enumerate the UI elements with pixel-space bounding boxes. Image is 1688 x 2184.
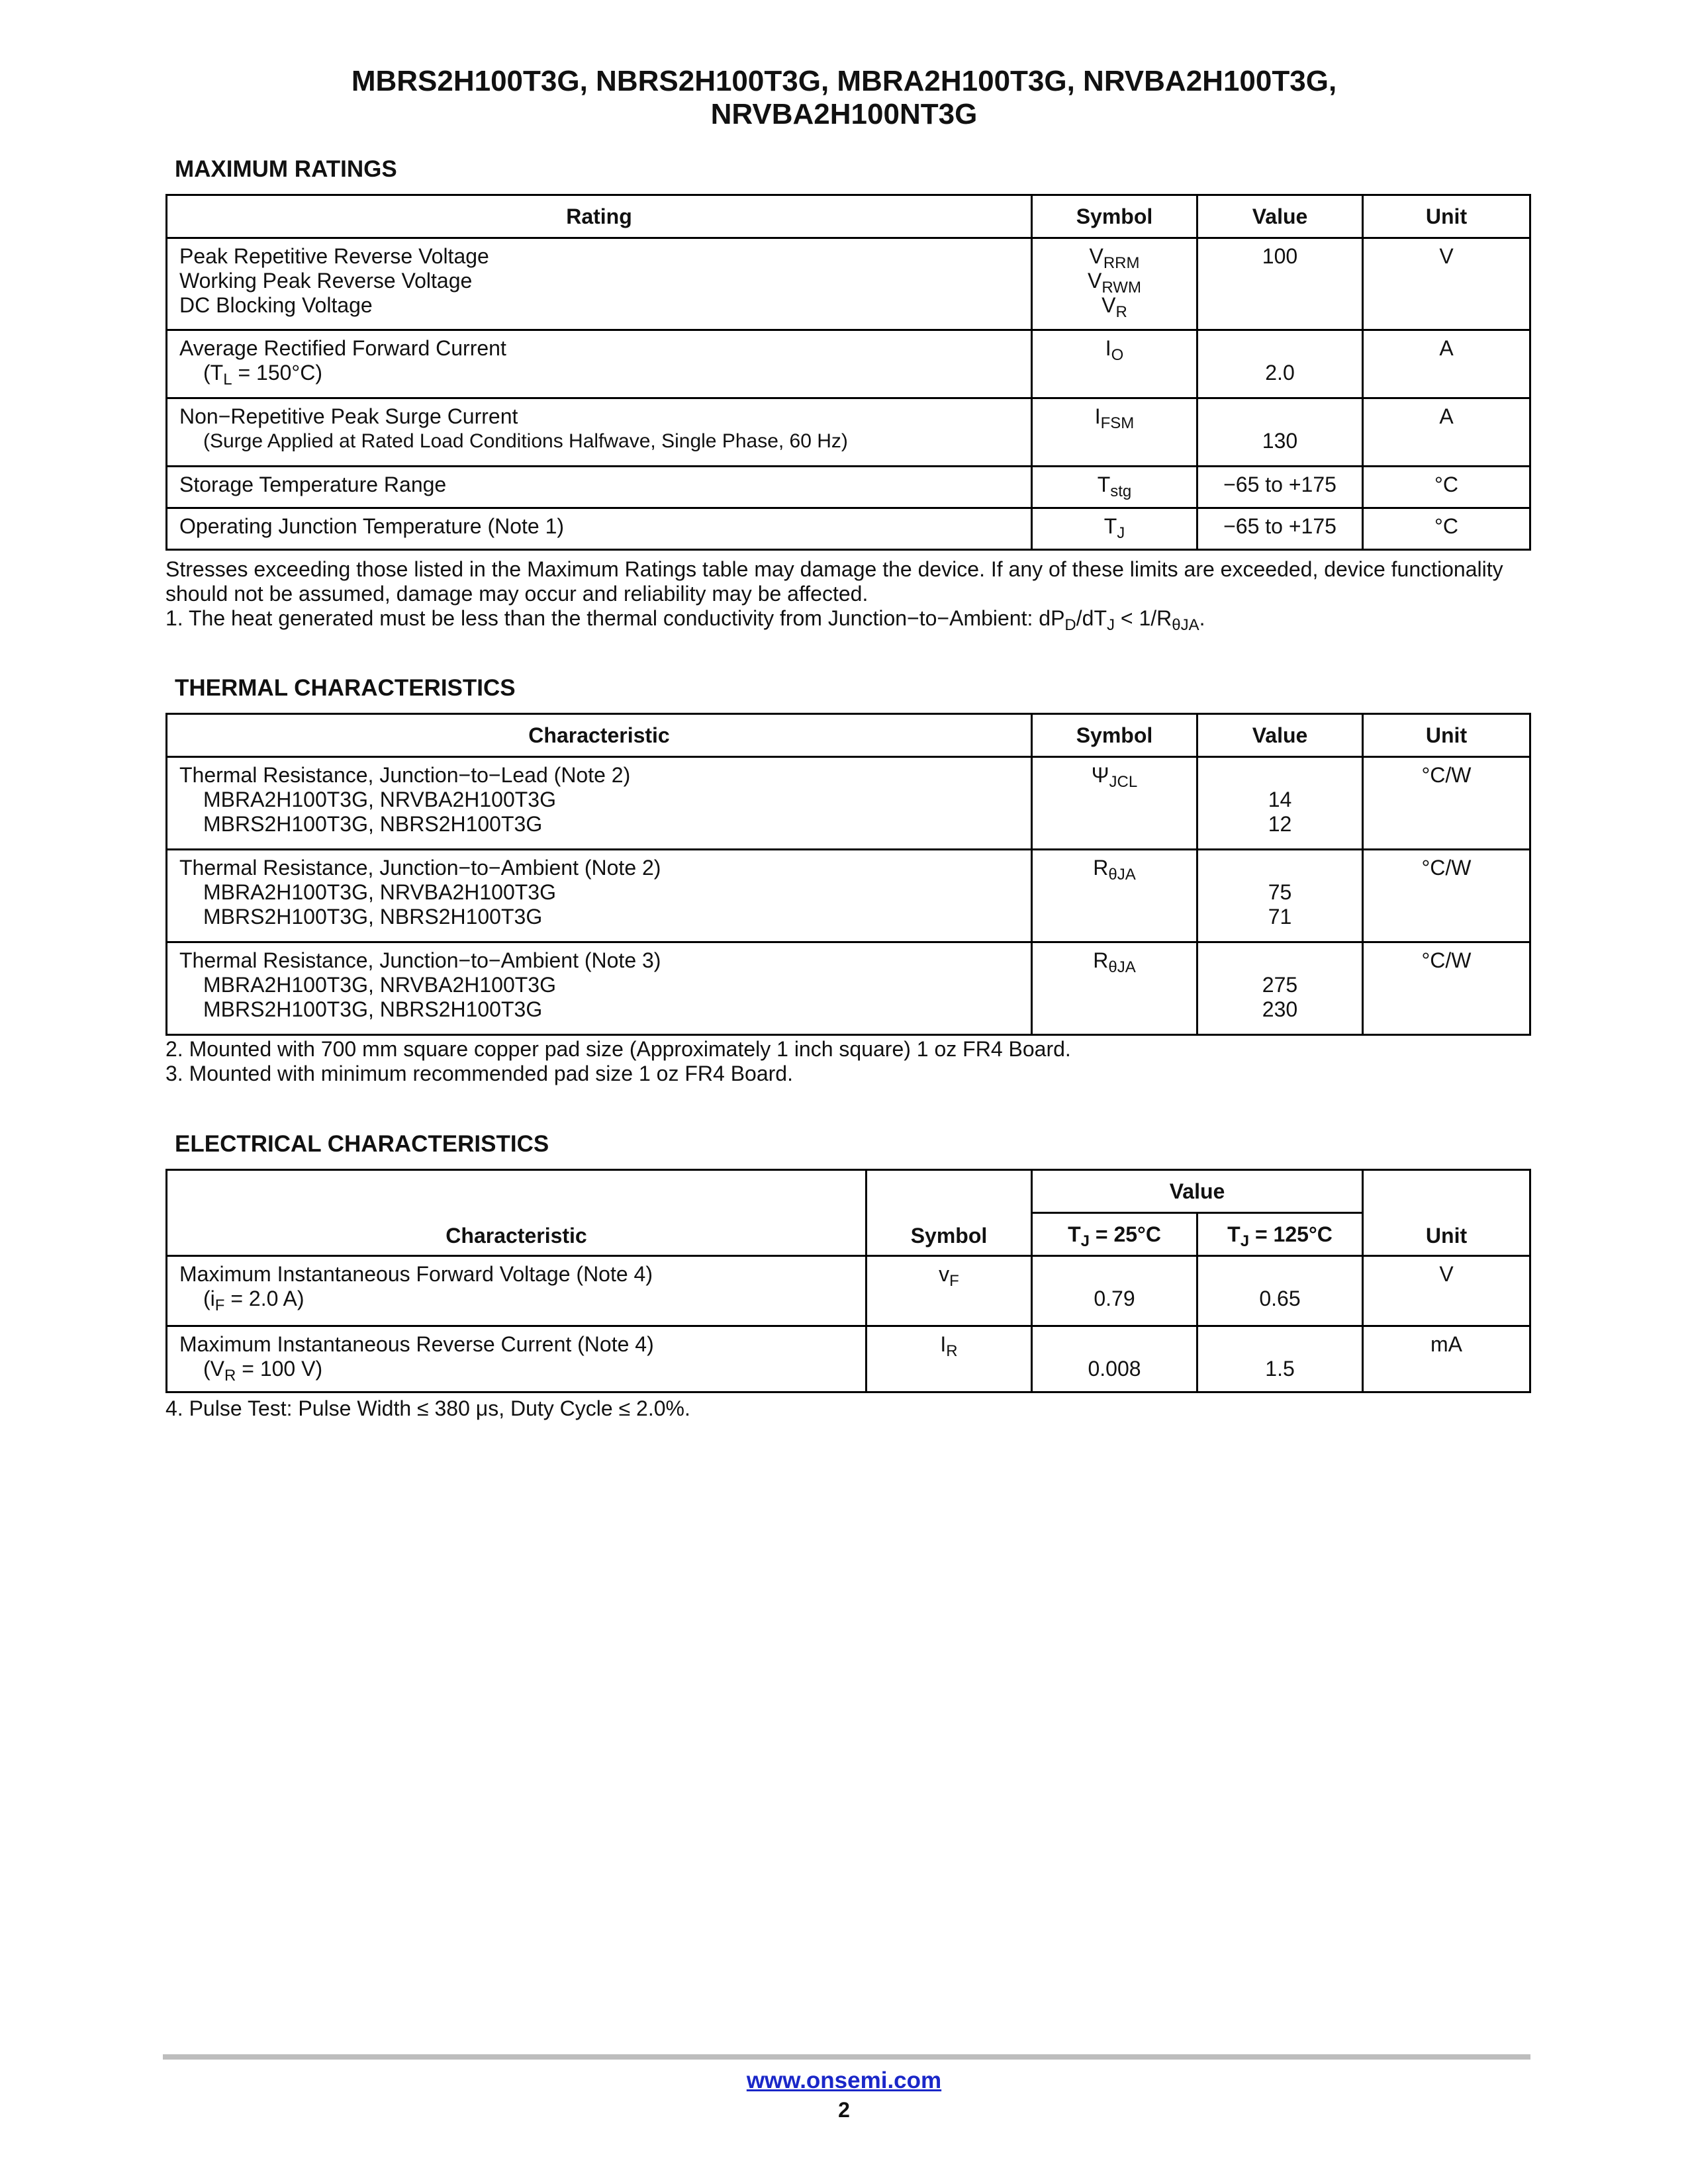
maximum-ratings-heading: MAXIMUM RATINGS — [175, 156, 397, 182]
table-row — [167, 942, 1530, 1035]
characteristic-label: Thermal Resistance, Junction−to−Lead (Note 2) — [179, 763, 631, 787]
col-unit: Unit — [1363, 195, 1530, 238]
symbol-cell: $R_{\theta JA}$ — [1093, 856, 1136, 884]
table-row — [167, 508, 1530, 550]
value-25-cell: 0.008 — [1088, 1357, 1141, 1381]
unit-cell: °C/W — [1421, 763, 1472, 787]
device-group: MBRS2H100T3G, NBRS2H100T3G — [203, 997, 543, 1021]
symbol-cell: $T_J$ — [1103, 514, 1125, 542]
value-cell: −65 to +175 — [1223, 514, 1336, 538]
value-cell: 75 71 — [1268, 880, 1292, 929]
symbol-cell: $I_R$ — [940, 1332, 958, 1360]
footer-divider — [163, 2054, 1530, 2060]
value-cell: 100 — [1262, 244, 1298, 268]
thermal-characteristics-table — [165, 713, 1531, 1036]
symbol-cell: $I_O$ — [1105, 336, 1124, 364]
rating-label: Storage Temperature Range — [179, 473, 447, 496]
electrical-characteristics-table — [165, 1169, 1531, 1393]
table-row — [167, 238, 1530, 330]
unit-cell: °C/W — [1421, 856, 1472, 880]
unit-cell: A — [1439, 336, 1454, 360]
col-symbol: Symbol — [1032, 195, 1197, 238]
footnote-3: 3. Mounted with minimum recommended pad size 1 oz FR4 Board. — [165, 1062, 793, 1085]
rating-label: Peak Repetitive Reverse Voltage — [179, 244, 489, 268]
device-group: MBRS2H100T3G, NBRS2H100T3G — [203, 905, 543, 929]
maximum-ratings-table — [165, 194, 1531, 551]
col-tj-125: $T_J = 125^\circ C$ — [1197, 1213, 1363, 1256]
device-group: MBRA2H100T3G, NRVBA2H100T3G — [203, 973, 556, 997]
symbol-cell: $I_{FSM}$ — [1094, 404, 1135, 432]
table-row — [167, 850, 1530, 942]
col-unit: Unit — [1363, 714, 1530, 757]
col-value: Value — [1197, 195, 1363, 238]
col-tj-25: $T_J = 25^\circ C$ — [1032, 1213, 1197, 1256]
unit-cell: °C — [1434, 514, 1458, 538]
rating-condition: (Surge Applied at Rated Load Conditions Halfwave, Single Phase, 60 Hz) — [203, 430, 848, 452]
page-number: 2 — [838, 2098, 850, 2122]
rating-condition: $(T_L = 150^\circ C)$ — [203, 361, 322, 388]
value-125-cell: 1.5 — [1265, 1357, 1295, 1381]
thermal-characteristics-heading: THERMAL CHARACTERISTICS — [175, 675, 516, 701]
value-125-cell: 0.65 — [1259, 1287, 1301, 1310]
symbol-cell: $v_F$ — [939, 1262, 959, 1290]
value-cell: 275 230 — [1262, 973, 1298, 1021]
unit-cell: A — [1439, 404, 1454, 428]
col-symbol: Symbol — [867, 1170, 1032, 1256]
col-symbol: Symbol — [1032, 714, 1197, 757]
rating-label: Non−Repetitive Peak Surge Current — [179, 404, 518, 428]
symbol-cell: $R_{\theta JA}$ — [1093, 948, 1136, 976]
footnote-2: 2. Mounted with 700 mm square copper pad size (Approximately 1 inch square) 1 oz FR4 Board. — [165, 1037, 1071, 1061]
table-header-row — [167, 1170, 1530, 1213]
table-row — [167, 1326, 1530, 1392]
unit-cell: V — [1439, 244, 1454, 268]
device-group: MBRA2H100T3G, NRVBA2H100T3G — [203, 788, 556, 811]
rating-label: DC Blocking Voltage — [179, 293, 373, 317]
device-group: MBRA2H100T3G, NRVBA2H100T3G — [203, 880, 556, 904]
value-cell: −65 to +175 — [1223, 473, 1336, 496]
col-value: Value — [1197, 714, 1363, 757]
value-25-cell: 0.79 — [1094, 1287, 1135, 1310]
device-group: MBRS2H100T3G, NBRS2H100T3G — [203, 812, 543, 836]
characteristic-label: Thermal Resistance, Junction−to−Ambient (Note 3) — [179, 948, 661, 972]
unit-cell: mA — [1430, 1332, 1463, 1356]
test-condition: ($i_F = 2.0$ A) — [203, 1287, 305, 1314]
symbol-cell: $T_{stg}$ — [1097, 473, 1132, 500]
table-row — [167, 467, 1530, 508]
stress-note: Stresses exceeding those listed in the Maximum Ratings table may damage the device. If any of these limits are exceeded, device functionality should not be assumed, damage may occur and reliability may be affected. — [165, 557, 1503, 606]
rating-label: Average Rectified Forward Current — [179, 336, 506, 360]
table-header-row — [167, 195, 1530, 238]
col-unit: Unit — [1363, 1170, 1530, 1256]
value-cell: 14 12 — [1268, 788, 1292, 836]
col-characteristic: Characteristic — [167, 1170, 867, 1256]
unit-cell: °C — [1434, 473, 1458, 496]
rating-label: Working Peak Reverse Voltage — [179, 269, 473, 293]
unit-cell: V — [1439, 1262, 1454, 1286]
website-link[interactable]: www.onsemi.com — [746, 2068, 942, 2093]
table-header-row — [167, 714, 1530, 757]
characteristic-label: Maximum Instantaneous Forward Voltage (Note 4) — [179, 1262, 653, 1286]
document-title-line-1: MBRS2H100T3G, NBRS2H100T3G, MBRA2H100T3G, NRVBA2H100T3G, — [351, 65, 1337, 97]
footnote-1: 1. The heat generated must be less than the thermal conductivity from Junction−to−Ambient: $dP_D/dT_J < 1/R_{\theta JA}$. — [165, 606, 1205, 634]
value-cell: 130 — [1262, 429, 1298, 453]
document-title-line-2: NRVBA2H100NT3G — [710, 98, 978, 130]
characteristic-label: Thermal Resistance, Junction−to−Ambient (Note 2) — [179, 856, 661, 880]
electrical-characteristics-heading: ELECTRICAL CHARACTERISTICS — [175, 1131, 549, 1157]
value-cell: 2.0 — [1265, 361, 1295, 385]
col-rating: Rating — [167, 195, 1032, 238]
table-row — [167, 757, 1530, 850]
characteristic-label: Maximum Instantaneous Reverse Current (Note 4) — [179, 1332, 654, 1356]
col-value: Value — [1032, 1170, 1363, 1213]
table-row — [167, 398, 1530, 467]
rating-label: Operating Junction Temperature (Note 1) — [179, 514, 565, 538]
test-condition: ($V_R = 100$ V) — [203, 1357, 323, 1385]
symbol-cell: $V_{RRM}$ $V_{RWM}$ $V_R$ — [1088, 244, 1141, 321]
unit-cell: °C/W — [1421, 948, 1472, 972]
table-row — [167, 1256, 1530, 1326]
footnote-4: 4. Pulse Test: Pulse Width ≤ 380 μs, Duty Cycle ≤ 2.0%. — [165, 1396, 690, 1420]
table-row — [167, 330, 1530, 398]
symbol-cell: $\Psi_{JCL}$ — [1091, 763, 1138, 791]
col-characteristic: Characteristic — [167, 714, 1032, 757]
